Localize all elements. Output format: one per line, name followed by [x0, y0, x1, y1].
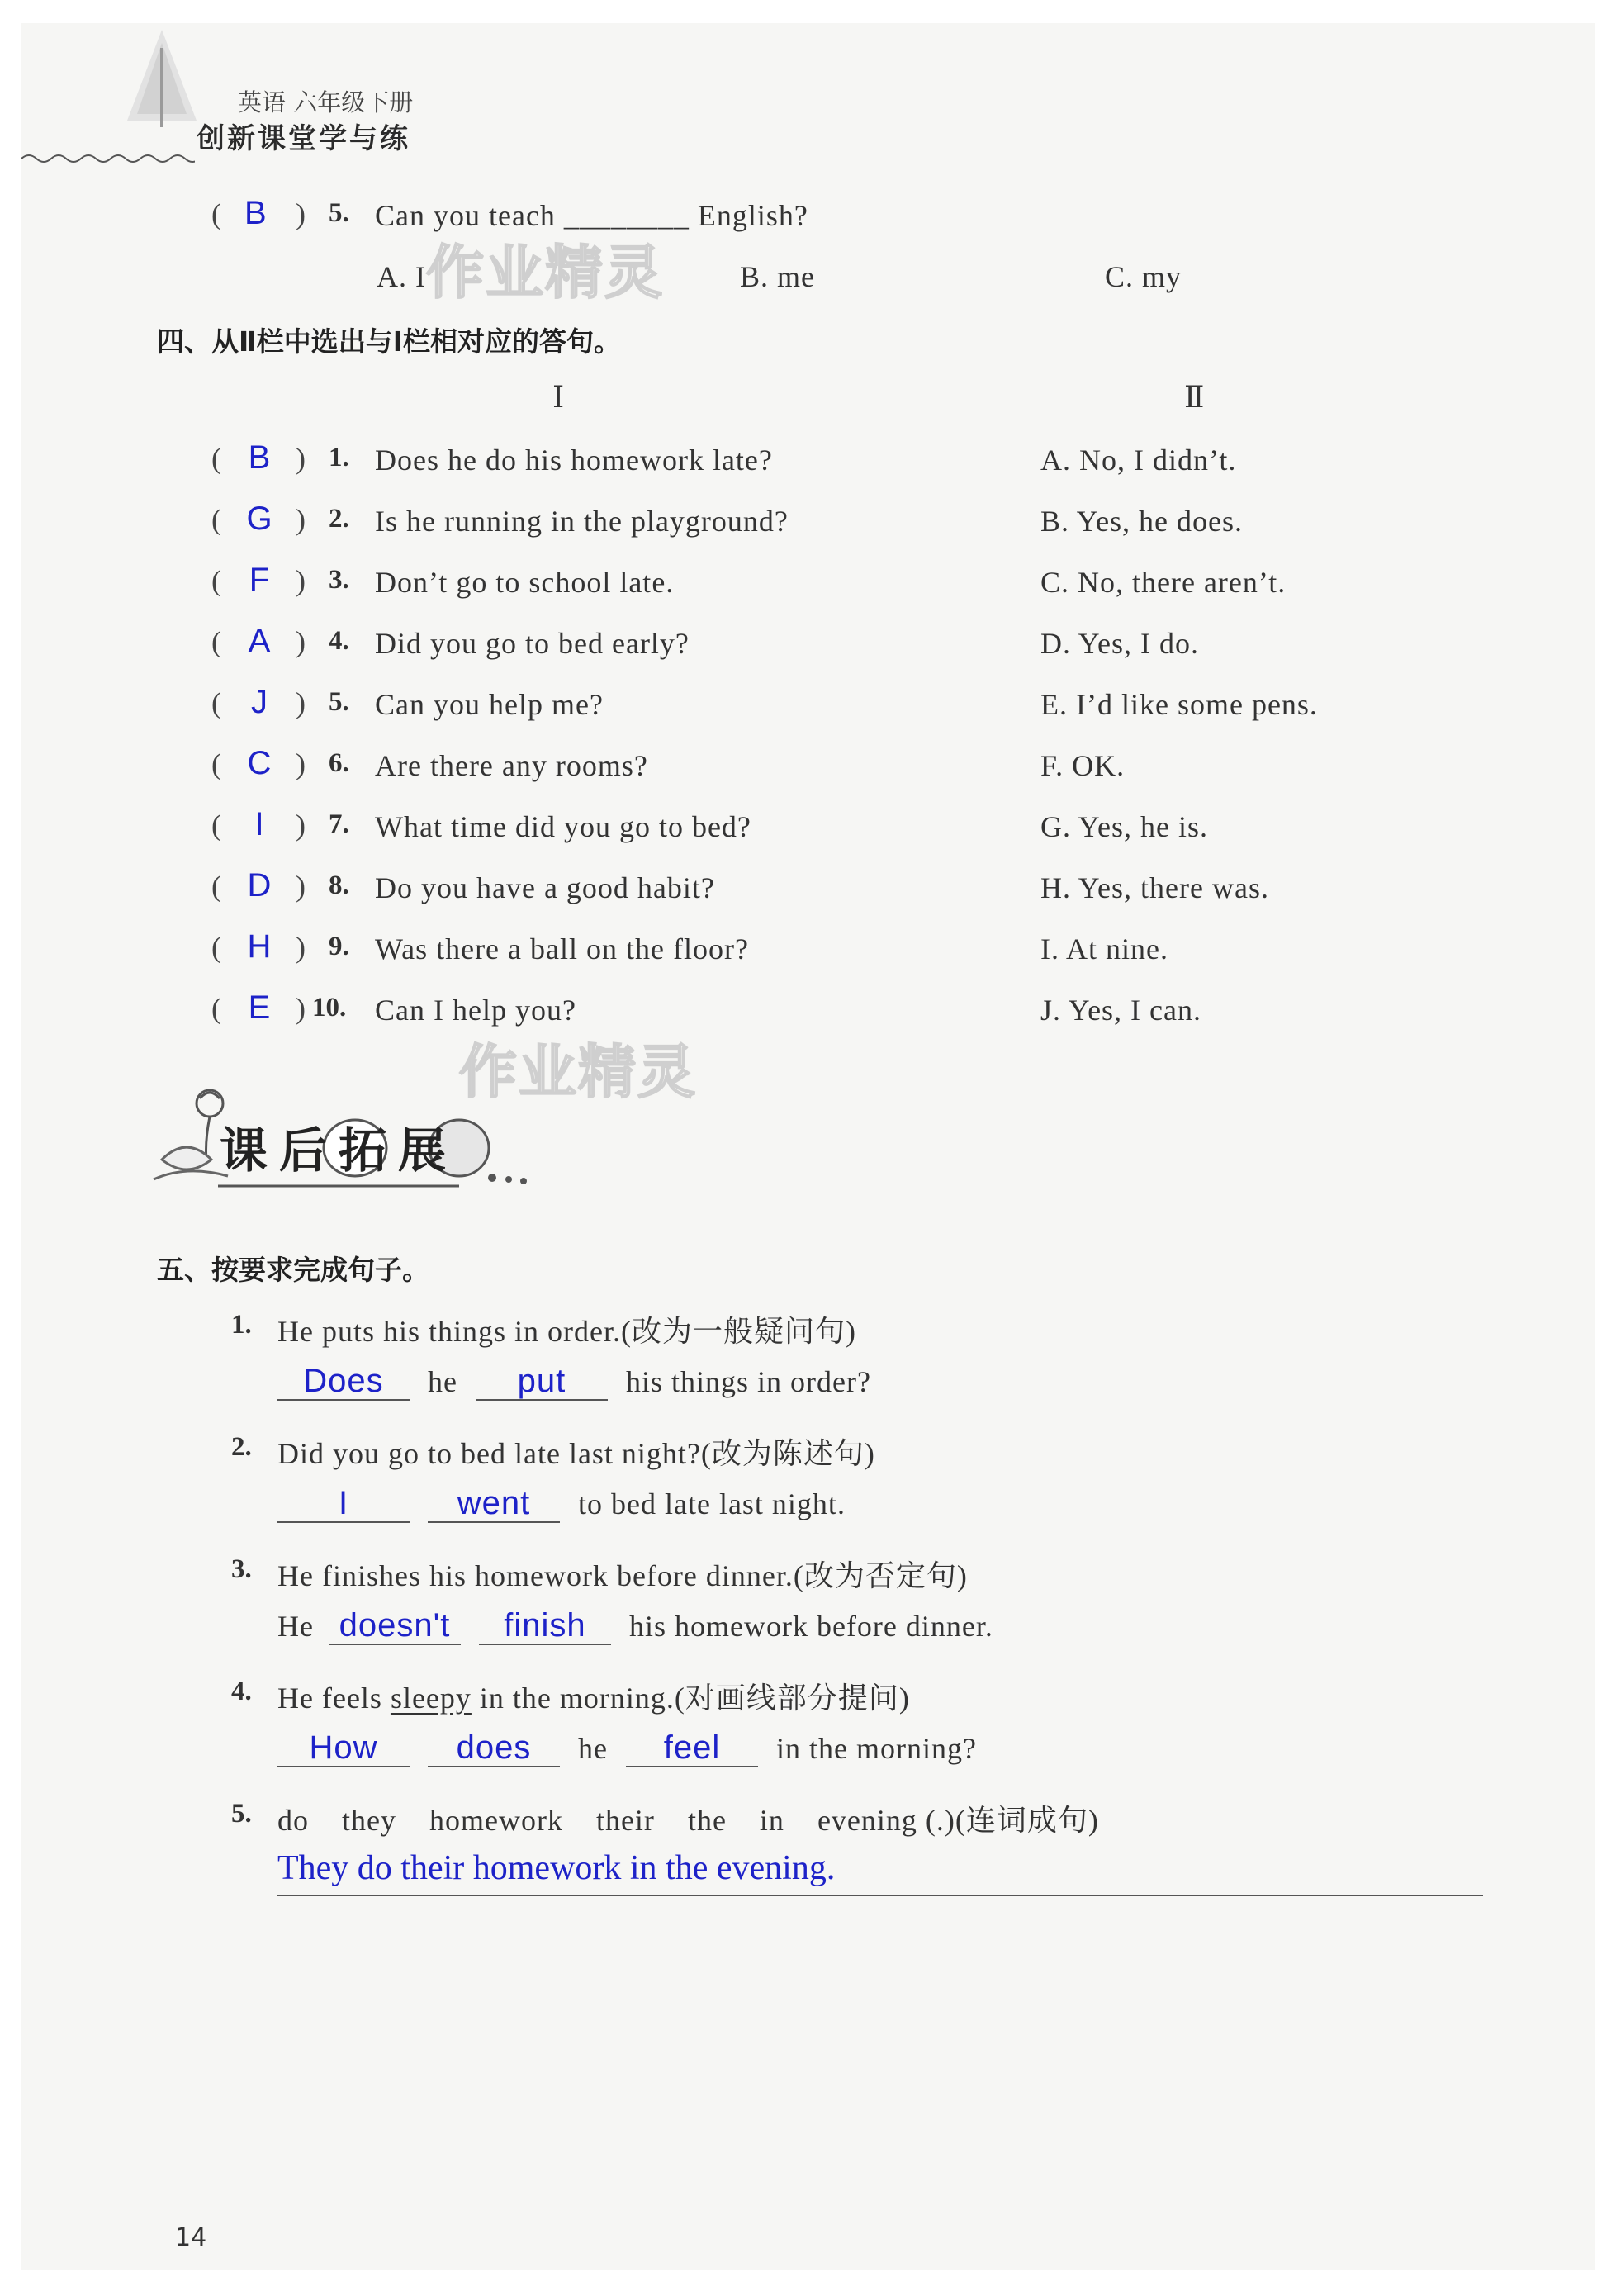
answer-option: H. Yes, there was.: [1040, 871, 1269, 904]
paren-close: ): [296, 870, 306, 903]
sentence-word: He: [277, 1610, 314, 1643]
sentence-word: he: [578, 1732, 608, 1765]
answer-option: I. At nine.: [1040, 932, 1168, 965]
option-c: C. my: [1105, 260, 1182, 293]
paren-close: ): [296, 992, 306, 1025]
answer-line: [277, 1848, 1483, 1896]
wavy-divider: [21, 152, 195, 165]
answer-option: C. No, there aren’t.: [1040, 566, 1287, 599]
paren-close: ): [296, 564, 306, 597]
question-text: He puts his things in order.(改为一般疑问句): [277, 1315, 856, 1348]
part5-title: 五、按要求完成句子。: [157, 1254, 429, 1286]
paren-close: ): [296, 809, 306, 842]
question-number: 3.: [329, 565, 349, 595]
answer-line: [277, 1726, 977, 1767]
question-text: What time did you go to bed?: [375, 810, 751, 843]
answer-letter: B: [244, 195, 267, 231]
answer-line: [277, 1482, 846, 1523]
tree-logo-icon: [104, 23, 228, 130]
sentence-word: to bed late last night.: [578, 1487, 846, 1520]
answer-letter: C: [247, 745, 272, 781]
answer-blank: went: [428, 1482, 560, 1523]
paren-close: ): [296, 503, 306, 536]
section-banner-title: 课后拓展: [220, 1122, 458, 1179]
question-number: 5.: [231, 1799, 252, 1829]
paren-close: ): [296, 747, 306, 780]
answer-blank: put: [476, 1359, 608, 1401]
paren-close: ): [296, 686, 306, 719]
question-text: Don’t go to school late.: [375, 566, 675, 599]
watermark: 作业精灵: [459, 1038, 697, 1106]
question-text: He feels sleepy in the morning.(对画线部分提问): [277, 1682, 910, 1715]
answer-option: D. Yes, I do.: [1040, 627, 1200, 660]
question-number: 4.: [231, 1677, 252, 1706]
paren-close: ): [296, 931, 306, 964]
sentence-word: he: [428, 1365, 457, 1398]
answer-blank: doesn't: [329, 1604, 461, 1645]
question-number: 2.: [231, 1432, 252, 1462]
paren-open: (: [211, 931, 221, 964]
answer-blank: I: [277, 1482, 410, 1523]
answer-line: [277, 1359, 871, 1401]
answer-letter: A: [248, 623, 271, 659]
column-heading-1: Ⅰ: [552, 381, 566, 414]
watermark: 作业精灵: [426, 239, 664, 306]
question-number: 1.: [329, 443, 349, 472]
header-subject: 英语 六年级下册: [238, 88, 414, 116]
answer-blank: does: [428, 1726, 560, 1767]
page-number: 14: [175, 2223, 207, 2252]
question-text: Did you go to bed late last night?(改为陈述句): [277, 1437, 875, 1470]
answer-blank: How: [277, 1726, 410, 1767]
answer-blank: finish: [479, 1604, 611, 1645]
answer-letter: E: [248, 989, 271, 1026]
question-text: Was there a ball on the floor?: [375, 932, 749, 965]
paren-open: (: [211, 870, 221, 903]
paren-open: (: [211, 564, 221, 597]
option-a: A. I: [377, 260, 426, 293]
paren-open: (: [211, 686, 221, 719]
answer-letter: J: [251, 684, 268, 720]
question-text: Can you help me?: [375, 688, 604, 721]
question-number: 5.: [329, 687, 349, 717]
underlined-word: sleepy: [390, 1682, 472, 1715]
header-series-title: 创新课堂学与练: [197, 122, 410, 155]
answer-option: A. No, I didn’t.: [1040, 444, 1237, 477]
paren-open: (: [211, 747, 221, 780]
answer-blank: feel: [626, 1726, 758, 1767]
question-number: 10.: [312, 993, 347, 1022]
paren-open: (: [211, 809, 221, 842]
answer-letter: G: [246, 500, 272, 537]
answer-letter: D: [247, 867, 272, 904]
sentence-word: his things in order?: [625, 1365, 871, 1398]
part4-title: 四、从Ⅱ栏中选出与Ⅰ栏相对应的答句。: [157, 325, 622, 358]
paren-open: (: [211, 625, 221, 658]
paren-open: (: [211, 442, 221, 475]
question-number: 7.: [329, 809, 349, 839]
sentence-word: in the morning?: [775, 1732, 977, 1765]
question-text: Does he do his homework late?: [375, 444, 773, 477]
answer-option: B. Yes, he does.: [1040, 505, 1244, 538]
question-text: Can I help you?: [375, 994, 576, 1027]
answer-line: [277, 1604, 993, 1645]
answer-blank: Does: [277, 1359, 410, 1401]
question-number: 3.: [231, 1554, 252, 1584]
answer-letter: I: [254, 806, 264, 842]
scrambled-words: do they homework their the in evening (.)(连词成句): [277, 1804, 1099, 1837]
column-heading-2: Ⅱ: [1184, 381, 1206, 414]
paren-close: ): [296, 442, 306, 475]
question-text: Are there any rooms?: [375, 749, 648, 782]
question-number: 4.: [329, 626, 349, 656]
question-stem: Can you teach ________ English?: [375, 199, 808, 232]
answer-option: F. OK.: [1040, 749, 1126, 782]
question-number: 2.: [329, 504, 349, 534]
sentence-word: his homework before dinner.: [628, 1610, 993, 1643]
paren-open: (: [211, 992, 221, 1025]
workbook-page: 英语 六年级下册 创新课堂学与练 ( B ) 5. Can you teach ________ English? A. I B. me C. my 作业精灵 四、从Ⅱ栏中选出与Ⅰ栏相对应的答句。 Ⅰ Ⅱ ( B ) 1. Does he do his homework late? A. No, I didn’t. ( G ) 2. Is he running in the playground? B. Yes, he does. ( F ) 3. Don’t go to school late. C. No, there aren’t. ( A ) 4. Did you go to bed early? D. Yes, I do. ( J ) 5. Can you help me? E. I’d like some pens. ( C ) 6. Are there any rooms? F. OK. ( I ) 7. What time did you go to bed? G. Yes, he is. ( D ) 8. Do you have a good habit? H. Yes, there was. ( H ) 9. Was there a ball on the floor? I. At nine. ( E ) 10. Can I help you? J. Yes, I can. 作业精灵 课后拓展 五、按要求完成句子。 1. He puts his things in order.(改为一般疑问句) Does he put his things in order? 2. Did you go to bed late last night?(改为陈述句) I went to bed late last night. 3. He finishes his homework before dinner.(改为否定句) He doesn't finish his homework before dinner. 4. He feels sleepy in the morning.(对画线部分提问) How does he feel in the morning? 5. do they homework their the in evening (.)(连词成句) They do their homework in the evening. 14: [21, 23, 1595, 2270]
answer-letter: H: [247, 928, 272, 965]
paren-close: ): [296, 625, 306, 658]
option-b: B. me: [740, 260, 815, 293]
question-number: 9.: [329, 932, 349, 961]
question-number: 8.: [329, 870, 349, 900]
answer-option: G. Yes, he is.: [1040, 810, 1209, 843]
answer-letter: B: [248, 439, 271, 476]
answer-option: J. Yes, I can.: [1040, 994, 1202, 1027]
answer-letter: F: [249, 562, 270, 598]
question-text: Did you go to bed early?: [375, 627, 690, 660]
question-text: He finishes his homework before dinner.(改为否定句): [277, 1559, 968, 1592]
question-text: Is he running in the playground?: [375, 505, 789, 538]
answer-sentence: They do their homework in the evening.: [277, 1849, 836, 1887]
question-number: 6.: [329, 748, 349, 778]
question-number: 5.: [329, 198, 349, 228]
paren-open: (: [211, 503, 221, 536]
question-number: 1.: [231, 1310, 252, 1340]
question-text: Do you have a good habit?: [375, 871, 715, 904]
answer-option: E. I’d like some pens.: [1040, 688, 1318, 721]
